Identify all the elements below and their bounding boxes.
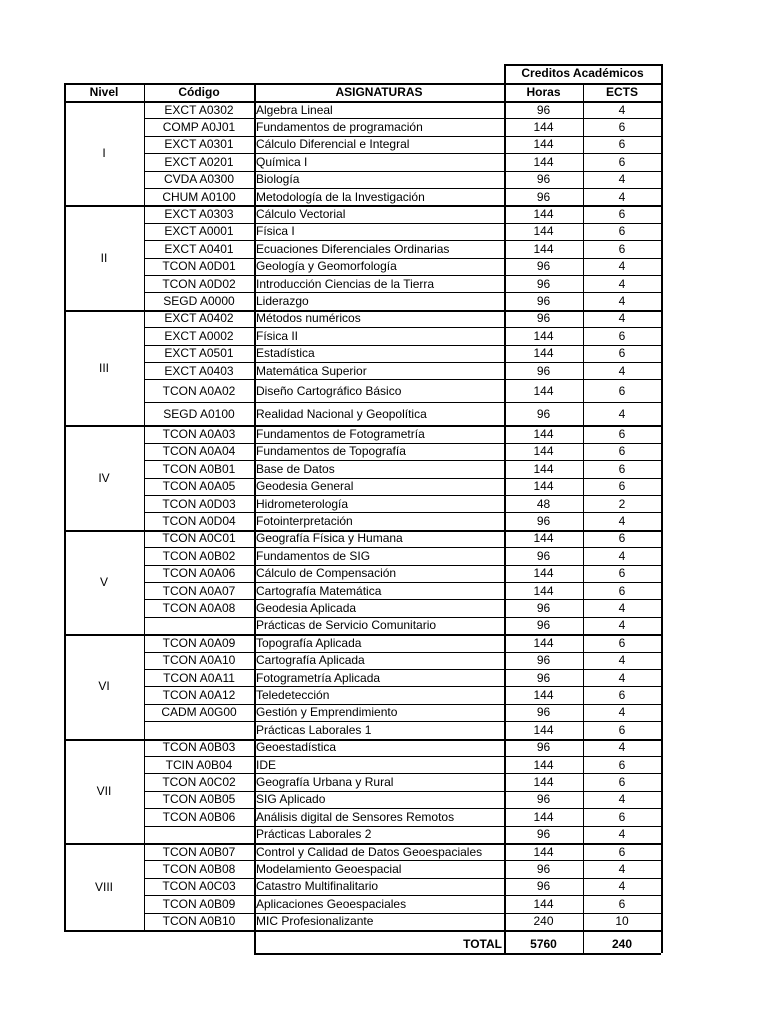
grid-line xyxy=(64,205,661,207)
course-hours: 96 xyxy=(536,311,551,326)
course-subject: Fotogrametría Aplicada xyxy=(256,670,381,685)
course-code: TCON A0B06 xyxy=(162,809,236,824)
course-hours: 96 xyxy=(536,862,551,877)
course-subject: Cartografía Matemática xyxy=(256,583,382,598)
course-ects: 6 xyxy=(618,137,626,152)
grid-line xyxy=(64,83,66,930)
course-hours: 48 xyxy=(536,496,551,511)
course-ects: 6 xyxy=(618,154,626,169)
course-subject: Modelamiento Geoespacial xyxy=(256,862,402,877)
course-subject: Fotointerpretación xyxy=(256,514,353,529)
course-hours: 144 xyxy=(533,154,554,169)
course-code: TCON A0B02 xyxy=(162,548,236,563)
course-hours: 144 xyxy=(533,566,554,581)
course-ects: 6 xyxy=(618,722,626,737)
course-subject: Control y Calidad de Datos Geoespaciales xyxy=(256,844,483,859)
course-code: SEGD A0000 xyxy=(163,294,235,309)
course-ects: 10 xyxy=(615,914,629,929)
course-hours: 144 xyxy=(533,583,554,598)
course-ects: 4 xyxy=(618,792,626,807)
course-ects: 4 xyxy=(618,259,626,274)
course-ects: 4 xyxy=(618,548,626,563)
grid-line xyxy=(661,83,663,953)
course-code: TCON A0B01 xyxy=(162,461,236,476)
course-hours: 96 xyxy=(536,259,551,274)
course-code: EXCT A0302 xyxy=(164,102,234,117)
level-label: VI xyxy=(98,679,110,694)
course-code: TCON A0A04 xyxy=(162,444,236,459)
course-code: TCON A0A08 xyxy=(162,601,236,616)
course-code: TCON A0A06 xyxy=(162,566,236,581)
course-hours: 96 xyxy=(536,792,551,807)
level-label: IV xyxy=(98,470,110,485)
course-ects: 6 xyxy=(618,383,626,398)
grid-line xyxy=(661,64,663,83)
course-subject: Estadística xyxy=(256,346,315,361)
grid-line xyxy=(64,425,661,427)
grid-line xyxy=(64,634,661,636)
course-hours: 96 xyxy=(536,276,551,291)
course-code: TCON A0A11 xyxy=(163,670,235,685)
course-subject: Hidrometerología xyxy=(256,496,349,511)
course-ects: 6 xyxy=(618,809,626,824)
course-ects: 6 xyxy=(618,896,626,911)
course-code: TCON A0B09 xyxy=(162,896,236,911)
course-subject: Aplicaciones Geoespaciales xyxy=(256,896,407,911)
course-hours: 96 xyxy=(536,827,551,842)
course-code: TCON A0D01 xyxy=(162,259,236,274)
course-hours: 96 xyxy=(536,172,551,187)
course-code: CHUM A0100 xyxy=(162,189,236,204)
grid-line xyxy=(64,83,661,85)
course-code: TCON A0D03 xyxy=(162,496,236,511)
course-code xyxy=(144,617,254,634)
course-code: TCON A0A10 xyxy=(162,653,236,668)
level-label: I xyxy=(102,146,106,161)
total-ects: 240 xyxy=(611,936,633,951)
total-hours: 5760 xyxy=(530,936,557,951)
course-code: COMP A0J01 xyxy=(162,120,236,135)
course-subject: Fundamentos de Fotogrametría xyxy=(256,427,425,442)
course-hours: 96 xyxy=(536,705,551,720)
course-ects: 4 xyxy=(618,311,626,326)
course-ects: 6 xyxy=(618,427,626,442)
course-hours: 144 xyxy=(533,722,554,737)
course-code: TCON A0A12 xyxy=(162,688,236,703)
course-hours: 144 xyxy=(533,137,554,152)
course-hours: 96 xyxy=(536,740,551,755)
header-creditos-academicos: Creditos Académicos xyxy=(521,66,644,80)
course-subject: Base de Datos xyxy=(256,461,335,476)
course-subject: Biología xyxy=(256,172,300,187)
course-hours: 96 xyxy=(536,670,551,685)
course-subject: Geografía Urbana y Rural xyxy=(256,775,394,790)
course-subject: Fundamentos de programación xyxy=(256,120,423,135)
course-code: EXCT A0001 xyxy=(164,224,234,239)
course-code: EXCT A0201 xyxy=(164,154,234,169)
course-code: TCIN A0B04 xyxy=(165,757,233,772)
grid-line xyxy=(144,83,145,930)
grid-line xyxy=(504,64,506,83)
course-hours: 144 xyxy=(533,346,554,361)
course-ects: 4 xyxy=(618,189,626,204)
course-subject: Fundamentos de Topografía xyxy=(256,444,406,459)
course-hours: 144 xyxy=(533,444,554,459)
course-ects: 6 xyxy=(618,224,626,239)
header-horas: Horas xyxy=(526,85,561,99)
course-ects: 6 xyxy=(618,566,626,581)
course-ects: 6 xyxy=(618,444,626,459)
course-ects: 6 xyxy=(618,207,626,222)
course-code xyxy=(144,826,254,843)
course-hours: 96 xyxy=(536,548,551,563)
course-ects: 4 xyxy=(618,363,626,378)
course-ects: 4 xyxy=(618,879,626,894)
course-ects: 4 xyxy=(618,601,626,616)
course-subject: Cálculo Diferencial e Integral xyxy=(256,137,410,152)
course-hours: 144 xyxy=(533,809,554,824)
course-subject: Algebra Lineal xyxy=(256,102,333,117)
course-code: EXCT A0403 xyxy=(164,363,234,378)
course-hours: 96 xyxy=(536,618,551,633)
course-ects: 6 xyxy=(618,328,626,343)
grid-line xyxy=(504,83,506,953)
course-ects: 4 xyxy=(618,862,626,877)
course-subject: Geología y Geomorfología xyxy=(256,259,397,274)
course-ects: 4 xyxy=(618,172,626,187)
course-hours: 144 xyxy=(533,688,554,703)
course-hours: 144 xyxy=(533,757,554,772)
course-hours: 96 xyxy=(536,363,551,378)
course-ects: 6 xyxy=(618,844,626,859)
course-subject: Geodesia Aplicada xyxy=(256,601,357,616)
course-ects: 4 xyxy=(618,276,626,291)
course-subject: Diseño Cartográfico Básico xyxy=(256,383,402,398)
course-code: TCON A0D04 xyxy=(162,514,236,529)
course-ects: 4 xyxy=(618,653,626,668)
header-ects: ECTS xyxy=(605,85,638,99)
grid-line xyxy=(64,739,661,741)
course-code: TCON A0C02 xyxy=(162,775,236,790)
course-hours: 96 xyxy=(536,879,551,894)
course-subject: Topografía Aplicada xyxy=(256,635,362,650)
course-subject: Cartografía Aplicada xyxy=(256,653,365,668)
course-subject: Geografía Física y Humana xyxy=(256,531,403,546)
course-ects: 6 xyxy=(618,775,626,790)
course-code: TCON A0A07 xyxy=(162,583,236,598)
course-hours: 144 xyxy=(533,775,554,790)
course-subject: Ecuaciones Diferenciales Ordinarias xyxy=(256,241,450,256)
course-code: TCON A0B05 xyxy=(162,792,236,807)
course-subject: Cálculo de Compensación xyxy=(256,566,397,581)
course-hours: 96 xyxy=(536,406,551,421)
header-asignaturas: ASIGNATURAS xyxy=(335,85,423,99)
course-subject: Matemática Superior xyxy=(256,363,367,378)
course-subject: Fundamentos de SIG xyxy=(256,548,371,563)
course-ects: 6 xyxy=(618,583,626,598)
course-code: EXCT A0301 xyxy=(164,137,234,152)
course-code: TCON A0A03 xyxy=(162,427,236,442)
grid-line xyxy=(254,83,256,953)
course-code: TCON A0C01 xyxy=(162,531,236,546)
header-codigo: Código xyxy=(178,85,220,99)
course-hours: 144 xyxy=(533,635,554,650)
course-hours: 96 xyxy=(536,189,551,204)
course-ects: 6 xyxy=(618,479,626,494)
course-hours: 144 xyxy=(533,241,554,256)
course-code xyxy=(144,721,254,738)
course-subject: Prácticas de Servicio Comunitario xyxy=(256,618,437,633)
course-code: TCON A0A02 xyxy=(162,383,236,398)
course-hours: 96 xyxy=(536,653,551,668)
course-ects: 6 xyxy=(618,346,626,361)
grid-line xyxy=(254,953,661,955)
level-label: V xyxy=(99,574,108,589)
course-code: CADM A0G00 xyxy=(161,705,237,720)
course-code: TCON A0B03 xyxy=(162,740,236,755)
course-code: EXCT A0002 xyxy=(164,328,234,343)
course-code: TCON A0B10 xyxy=(162,914,236,929)
course-code: TCON A0A05 xyxy=(162,479,236,494)
course-hours: 96 xyxy=(536,601,551,616)
course-code: TCON A0C03 xyxy=(162,879,236,894)
course-subject: Análisis digital de Sensores Remotos xyxy=(256,809,455,824)
course-subject: Cálculo Vectorial xyxy=(256,207,346,222)
course-ects: 6 xyxy=(618,757,626,772)
course-hours: 96 xyxy=(536,102,551,117)
course-ects: 6 xyxy=(618,635,626,650)
course-subject: Metodología de la Investigación xyxy=(256,189,425,204)
level-label: II xyxy=(100,250,108,265)
course-subject: Introducción Ciencias de la Tierra xyxy=(256,276,435,291)
course-code: TCON A0A09 xyxy=(162,635,236,650)
grid-line xyxy=(64,843,661,845)
course-code: TCON A0B08 xyxy=(162,862,236,877)
course-ects: 4 xyxy=(618,670,626,685)
course-subject: Métodos numéricos xyxy=(256,311,361,326)
course-hours: 144 xyxy=(533,427,554,442)
course-ects: 6 xyxy=(618,688,626,703)
course-subject: Teledetección xyxy=(256,688,330,703)
course-hours: 144 xyxy=(533,328,554,343)
course-ects: 4 xyxy=(618,618,626,633)
course-hours: 144 xyxy=(533,207,554,222)
course-subject: Prácticas Laborales 2 xyxy=(256,827,372,842)
course-ects: 4 xyxy=(618,740,626,755)
course-ects: 6 xyxy=(618,241,626,256)
course-subject: MIC Profesionalizante xyxy=(256,914,374,929)
course-hours: 96 xyxy=(536,514,551,529)
course-subject: Gestión y Emprendimiento xyxy=(256,705,398,720)
course-ects: 4 xyxy=(618,294,626,309)
course-hours: 144 xyxy=(533,896,554,911)
course-hours: 144 xyxy=(533,383,554,398)
course-subject: Física II xyxy=(256,328,299,343)
course-ects: 4 xyxy=(618,705,626,720)
course-ects: 6 xyxy=(618,531,626,546)
course-hours: 144 xyxy=(533,531,554,546)
course-code: SEGD A0100 xyxy=(163,406,235,421)
course-ects: 4 xyxy=(618,514,626,529)
course-ects: 4 xyxy=(618,827,626,842)
course-code: EXCT A0402 xyxy=(164,311,234,326)
level-label: VII xyxy=(96,783,112,798)
grid-line xyxy=(64,101,661,103)
course-ects: 2 xyxy=(618,496,626,511)
course-hours: 240 xyxy=(533,914,554,929)
course-ects: 6 xyxy=(618,120,626,135)
course-ects: 6 xyxy=(618,461,626,476)
course-hours: 144 xyxy=(533,844,554,859)
course-subject: Física I xyxy=(256,224,295,239)
course-code: EXCT A0401 xyxy=(164,241,234,256)
course-subject: IDE xyxy=(256,757,277,772)
course-subject: Prácticas Laborales 1 xyxy=(256,722,372,737)
level-label: III xyxy=(98,360,109,375)
grid-line xyxy=(583,83,584,953)
course-code: EXCT A0303 xyxy=(164,207,234,222)
course-subject: Liderazgo xyxy=(256,294,309,309)
course-subject: Realidad Nacional y Geopolítica xyxy=(256,406,427,421)
course-subject: Geoestadística xyxy=(256,740,337,755)
course-subject: SIG Aplicado xyxy=(256,792,326,807)
course-hours: 144 xyxy=(533,479,554,494)
course-code: EXCT A0501 xyxy=(164,346,234,361)
course-subject: Geodesia General xyxy=(256,479,354,494)
course-hours: 144 xyxy=(533,224,554,239)
grid-line xyxy=(64,530,661,532)
course-code: CVDA A0300 xyxy=(163,172,235,187)
course-subject: Catastro Multifinalitario xyxy=(256,879,379,894)
course-hours: 96 xyxy=(536,294,551,309)
level-label: VIII xyxy=(94,879,113,894)
total-label: TOTAL xyxy=(463,936,502,951)
header-nivel: Nivel xyxy=(89,85,119,99)
course-hours: 144 xyxy=(533,461,554,476)
grid-line xyxy=(64,930,661,932)
course-ects: 4 xyxy=(618,406,626,421)
course-hours: 144 xyxy=(533,120,554,135)
course-subject: Química I xyxy=(256,154,308,169)
grid-line xyxy=(64,310,661,312)
course-ects: 4 xyxy=(618,102,626,117)
grid-line xyxy=(504,64,661,66)
course-code: TCON A0B07 xyxy=(162,844,236,859)
course-code: TCON A0D02 xyxy=(162,276,236,291)
